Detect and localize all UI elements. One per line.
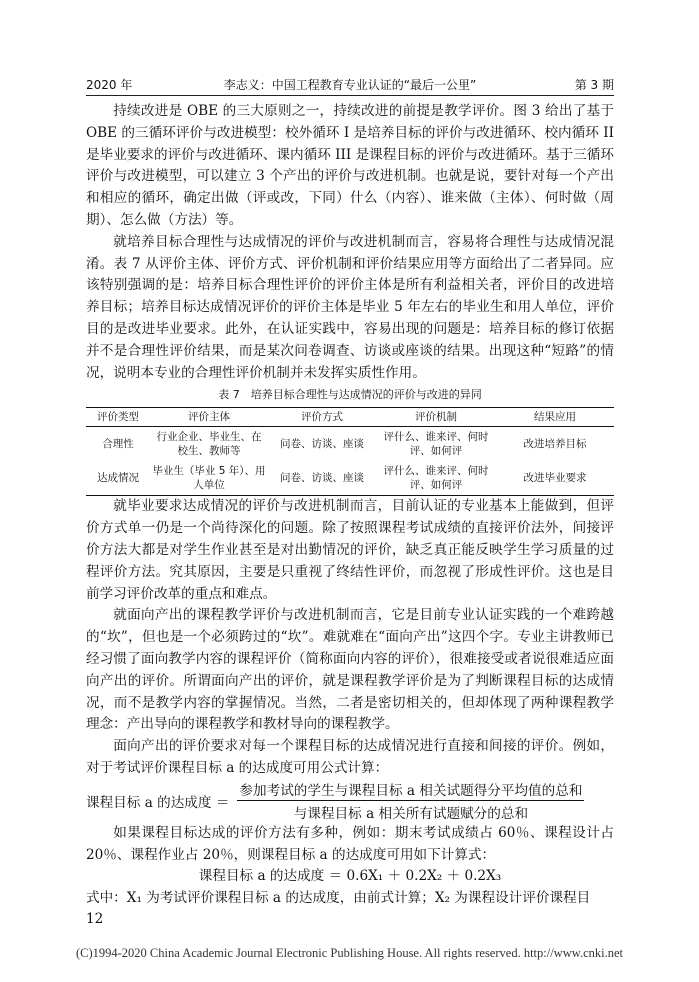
formula-explanation: 式中：X₁ 为考试评价课程目标 a 的达成度，由前式计算；X₂ 为课程设计评价课程目 [86, 890, 591, 907]
table-row [86, 427, 614, 462]
formula-denominator: 与课程目标 a 相关所有试题赋分的总和 [293, 806, 529, 823]
table-header-cell: 评价类型 [86, 408, 150, 427]
header-rule [86, 95, 614, 96]
page-number: 12 [86, 911, 104, 928]
table-row [86, 461, 614, 496]
formula-lhs: 课程目标 a 的达成度 ＝ [86, 794, 230, 811]
paragraph-formula-intro: 面向产出的评价要求对每一个课程目标的达成情况进行直接和间接的评价。例如，对于考试评价课程目标 a 的达成度可用公式计算： [86, 738, 614, 776]
formula-weighted-sum: 课程目标 a 的达成度 ＝ 0.6X₁ ＋ 0.2X₂ ＋ 0.2X₃ [198, 868, 502, 885]
table-cell: 问卷、访谈、座谈 [280, 438, 364, 451]
header-issue: 第 3 期 [574, 78, 614, 92]
formula-numerator: 参加考试的学生与课程目标 a 相关试题得分平均值的总和 [237, 779, 584, 801]
table-header-cell: 结果应用 [496, 408, 614, 427]
formula-fraction [237, 779, 584, 822]
table-header-cell: 评价机制 [376, 408, 496, 427]
table-cell: 达成情况 [86, 461, 150, 496]
table-cell: 合理性 [102, 438, 134, 451]
table-cell: 评什么、谁来评、何时评、如何评 [383, 431, 489, 458]
table-cell: 问卷、访谈、座谈 [268, 461, 376, 496]
formula-achievement-degree [86, 781, 614, 821]
table-header-cell: 评价方式 [268, 408, 376, 427]
paragraph-course-evaluation: 就面向产出的课程教学评价与改进机制而言，它是目前专业认证实践的一个难跨越的“坎”，但也是一个必须跨过的“坎”。难就难在“面向产出”这四个字。专业主讲教师已经习惯了面向教学内容的课程评价（简称面向内容的评价），很难接受或者说很难适应面向产出的评价。所谓面向产出的评价，就是课程教学评价是为了判断课程目标的达成情况，而不是教学内容的掌握情况。当然，二者是密切相关的，但却体现了两种课程教学理念：产出导向的课程教学和教材导向的课程教学。 [86, 607, 614, 733]
table-cell: 评什么、谁来评、何时评、如何评 [376, 461, 496, 496]
copyright-footer: (C)1994-2020 China Academic Journal Electronic Publishing House. All rights reserved. http://www.cnki.net [75, 946, 623, 960]
table-7 [86, 407, 614, 496]
header-year: 2020 年 [86, 78, 133, 92]
paragraph-continuous-improvement: 持续改进是 OBE 的三大原则之一，持续改进的前提是教学评价。图 3 给出了基于 OBE 的三循环评价与改进模型：校外循环 I 是培养目标的评价与改进循环、校内循环 II 是毕业要求的评价与改进循环、课内循环 III 是课程目标的评价与改进循环。基于三循环评价与改进模型，可以建立 3 个产出的评价与改进机制。也就是说，要针对每一个产出和相应的循环，确定出做（评或改，下同）什么（内容）、谁来做（主体）、何时做（周期）、怎么做（方法）等。 [86, 103, 614, 228]
table-cell: 行业企业、毕业生、在校生、教师等 [156, 431, 262, 458]
paragraph-graduation-requirements: 就毕业要求达成情况的评价与改进机制而言，目前认证的专业基本上能做到，但评价方式单一仍是一个尚待深化的问题。除了按照课程考试成绩的直接评价法外，间接评价方法大都是对学生作业甚至是对出勤情况的评价，缺乏真正能反映学生学习质量的过程评价方法。究其原因，主要是只重视了终结性评价，而忽视了形成性评价。这也是目前学习评价改革的重点和难点。 [86, 498, 614, 602]
table-header-cell: 评价主体 [150, 408, 268, 427]
table-cell: 改进毕业要求 [496, 461, 614, 496]
table-cell: 改进培养目标 [523, 438, 587, 451]
table-caption: 表 7 培养目标合理性与达成情况的评价与改进的异同 [218, 388, 482, 402]
paragraph-training-objectives: 就培养目标合理性与达成情况的评价与改进机制而言，容易将合理性与达成情况混淆。表 7 从评价主体、评价方式、评价机制和评价结果应用等方面给出了二者异同。应该特别强调的是：培养目标合理性评价的评价主体是所有利益相关者，评价目的改进培养目标；培养目标达成情况评价的评价主体是毕业 5 年左右的毕业生和用人单位，评价目的是改进毕业要求。此外，在认证实践中，容易出现的问题是：培养目标的修订依据并不是合理性评价结果，而是某次问卷调查、访谈或座谈的结果。出现这种“短路”的情况，说明本专业的合理性评价机制并未发挥实质性作用。 [86, 233, 614, 381]
table-header-row [86, 408, 614, 427]
paragraph-multiple-methods: 如果课程目标达成的评价方法有多种，例如：期末考试成绩占 60％、课程设计占 20％、课程作业占 20％，则课程目标 a 的达成度可用如下计算式： [86, 824, 614, 863]
running-header [86, 76, 614, 96]
table-cell: 毕业生（毕业 5 年）、用人单位 [150, 461, 268, 496]
header-title: 李志义：中国工程教育专业认证的“最后一公里” [223, 78, 477, 92]
article-body [86, 101, 614, 930]
